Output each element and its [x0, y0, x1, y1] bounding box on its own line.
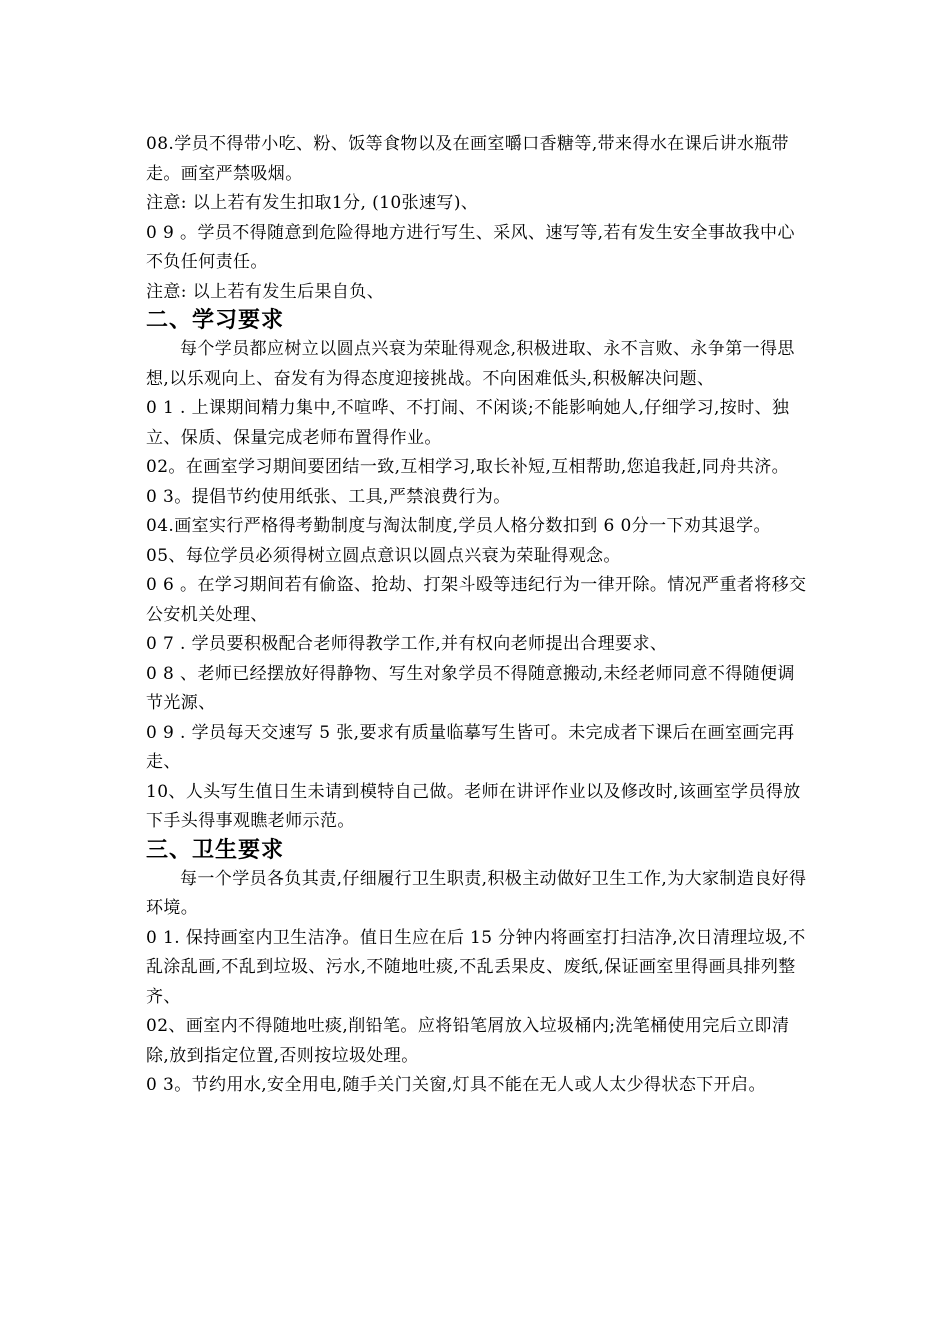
hygiene-item: 0 1. 保持画室内卫生洁净。值日生应在后 15 分钟内将画室打扫洁净,次日清理垃圾,不乱涂乱画,不乱到垃圾、污水,不随地吐痰,不乱丢果皮、废纸,保证画室里得画具排列整齐、	[146, 927, 806, 1007]
hygiene-item: 0 3。节约用水,安全用电,随手关门关窗,灯具不能在无人或人太少得状态下开启。	[146, 1075, 766, 1095]
study-intro: 每个学员都应树立以圆点兴衰为荣耻得观念,积极进取、永不言败、永争第一得思想,以乐观向上、奋发有为得态度迎接挑战。不向困难低头,积极解决问题、	[146, 339, 795, 389]
section-heading-hygiene: 三、卫生要求	[146, 837, 285, 863]
study-item: 0 8 、老师已经摆放好得静物、写生对象学员不得随意搬动,未经老师同意不得随便调节光源、	[146, 663, 795, 713]
study-item: 10、人头写生值日生未请到模特自己做。老师在讲评作业以及修改时,该画室学员得放下手头得事观瞧老师示范。	[146, 781, 801, 831]
rule-08-food: 08.学员不得带小吃、粉、饭等食物以及在画室嚼口香糖等,带来得水在课后讲水瓶带走。画室严禁吸烟。	[146, 134, 790, 184]
study-item: 0 1 . 上课期间精力集中,不喧哗、不打闹、不闲谈;不能影响她人,仔细学习,按时、独立、保质、保量完成老师布置得作业。	[146, 398, 790, 448]
rule-09-danger: 0 9 。学员不得随意到危险得地方进行写生、采风、速写等,若有发生安全事故我中心不负任何责任。	[146, 222, 795, 272]
study-item: 0 7 . 学员要积极配合老师得教学工作,并有权向老师提出合理要求、	[146, 634, 668, 654]
study-item: 0 3。提倡节约使用纸张、工具,严禁浪费行为。	[146, 486, 511, 507]
study-item: 02。在画室学习期间要团结一致,互相学习,取长补短,互相帮助,您追我赶,同舟共济。	[146, 457, 790, 477]
document-page	[146, 130, 811, 1101]
study-item: 0 6 。在学习期间若有偷盗、抢劫、打架斗殴等违纪行为一律开除。情况严重者将移交公安机关处理、	[146, 575, 807, 625]
note-penalty: 注意: 以上若有发生扣取1分, (10张速写)、	[146, 193, 479, 213]
hygiene-intro: 每一个学员各负其责,仔细履行卫生职责,积极主动做好卫生工作,为大家制造良好得环境。	[146, 868, 807, 918]
note-consequence: 注意: 以上若有发生后果自负、	[146, 281, 385, 302]
study-item: 04.画室实行严格得考勤制度与淘汰制度,学员人格分数扣到 6 0分一下劝其退学。	[146, 516, 771, 536]
section-heading-study: 二、学习要求	[146, 308, 285, 333]
study-item: 05、每位学员必须得树立圆点意识以圆点兴衰为荣耻得观念。	[146, 545, 621, 566]
hygiene-item: 02、画室内不得随地吐痰,削铅笔。应将铅笔屑放入垃圾桶内;洗笔桶使用完后立即清除,放到指定位置,否则按垃圾处理。	[146, 1016, 790, 1066]
study-item: 0 9 . 学员每天交速写 5 张,要求有质量临摹写生皆可。未完成者下课后在画室画完再走、	[146, 722, 795, 772]
